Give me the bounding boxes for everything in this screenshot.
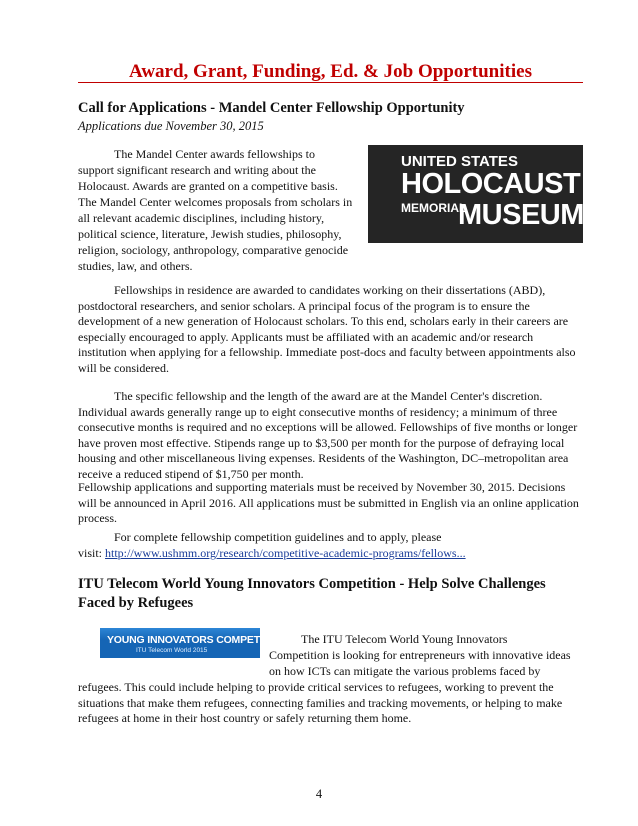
page-header — [78, 62, 583, 83]
deadline-subtitle: Applications due November 30, 2015 — [78, 119, 264, 133]
itu-side-line: The ITU Telecom World Young Innovators — [301, 632, 508, 646]
paragraph-apply: For complete fellowship competition guidelines and to apply, please — [114, 530, 442, 544]
paragraph-award-terms: The specific fellowship and the length of the award are at the Mandel Center's discretion. Individual awards generally range up to eight consecutive months of residency; a minimum of three consecutive months is required and no exceptions will be allowed. Fellowships of five months or longer have proven most effective. Stipends range up to $3,500 per month for the purpose of defraying local housing and other miscellaneous living expenses. Residents of the Washington, DC–metropolitan area receive a reduced stipend of $1,750 per month. — [78, 389, 578, 481]
fellowship-link[interactable]: http://www.ushmm.org/research/competitive-academic-programs/fellows... — [105, 546, 466, 560]
paragraph-itu-rest: refugees. This could include helping to provide critical services to refugees, working to prevent the situations that make them refugees, connecting families and tracking movements, or helping to make refugees at home in their host country or safely returning them home. — [78, 680, 563, 725]
young-innovators-logo — [100, 628, 287, 658]
intro-line: support significant research and writing about the — [78, 163, 316, 177]
logo-line: MUSEUM — [458, 199, 584, 231]
intro-line: all relevant academic disciplines, including history, — [78, 211, 325, 225]
section-title-itu: ITU Telecom World Young Innovators Competition - Help Solve Challenges Faced by Refugees — [78, 576, 546, 611]
holocaust-museum-logo — [368, 145, 583, 243]
page-header-title: Award, Grant, Funding, Ed. & Job Opportunities — [129, 61, 532, 82]
logo-line: MEMORIAL — [401, 201, 467, 215]
logo-line: HOLOCAUST — [401, 168, 581, 200]
logo-line: ITU Telecom World 2015 — [136, 647, 208, 654]
intro-line: Holocaust. Awards are granted on a competitive basis. — [78, 179, 338, 193]
page-number: 4 — [315, 787, 323, 801]
intro-line: studies, law, and others. — [78, 259, 193, 273]
visit-label: visit: — [78, 546, 106, 560]
visit-line — [78, 546, 583, 562]
logo-line: UNITED STATES — [401, 153, 518, 170]
intro-line: The Mandel Center awards fellowships to — [114, 147, 315, 161]
itu-side-line: Competition is looking for entrepreneurs with innovative ideas — [269, 648, 571, 662]
section-title-mandel: Call for Applications - Mandel Center Fellowship Opportunity — [78, 100, 465, 116]
intro-line: political science, literature, Jewish studies, philosophy, — [78, 227, 342, 241]
paragraph-eligibility: Fellowships in residence are awarded to candidates working on their dissertations (ABD), postdoctoral researchers, and senior scholars. A principal focus of the program is to ensure the development of a new generation of Holocaust scholars. To this end, scholars early in their careers are especially encouraged to apply. Applicants must be affiliated with an academic and/or research institution when applying for a fellowship. Immediate post-docs and faculty between appointments also will be considered. — [78, 283, 576, 375]
intro-line: The Mandel Center welcomes proposals from scholars in — [78, 195, 353, 209]
paragraph-deadlines: Fellowship applications and supporting materials must be received by November 30, 2015. Decisions will be announced in April 2016. All applications must be submitted in English via an online application process. — [78, 480, 579, 525]
intro-line: religion, sociology, anthropology, comparative genocide — [78, 243, 349, 257]
itu-side-line: on how ICTs can mitigate the various problems faced by — [269, 664, 541, 678]
logo-line: YOUNG INNOVATORS COMPETITION — [107, 634, 287, 646]
